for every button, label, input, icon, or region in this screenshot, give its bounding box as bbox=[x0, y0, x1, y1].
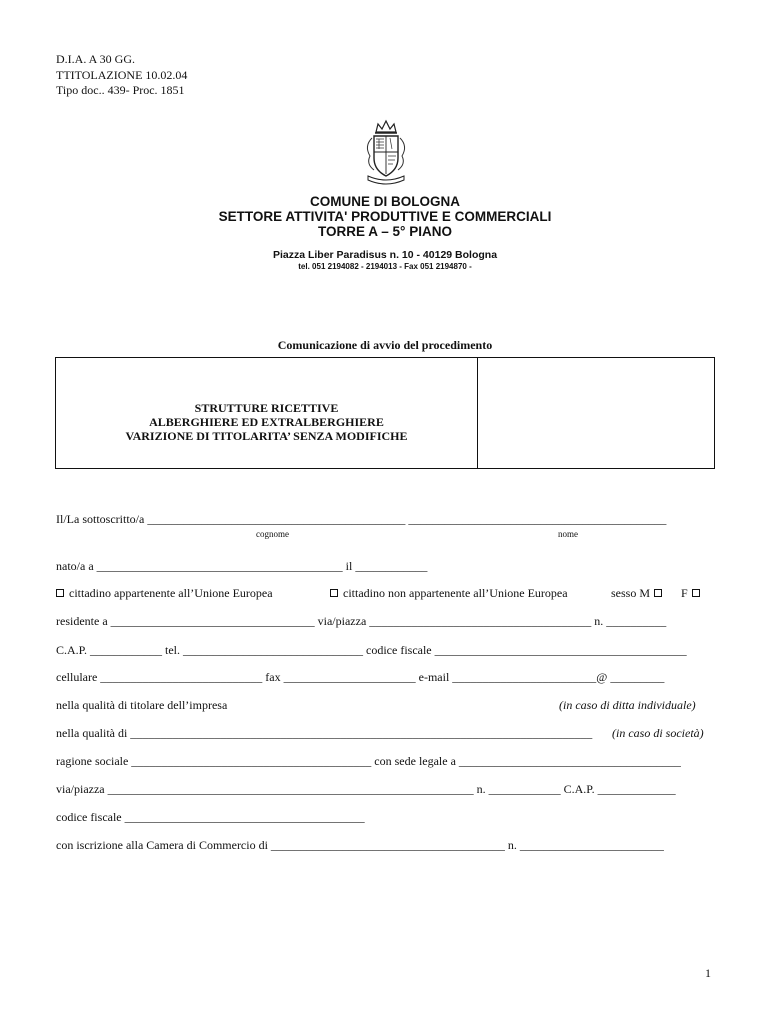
office-location: TORRE A – 5° PIANO bbox=[318, 224, 452, 239]
sex-f-checkbox[interactable] bbox=[692, 589, 700, 597]
office-phones: tel. 051 2194082 - 2194013 - Fax 051 2194870 - bbox=[298, 262, 472, 271]
sex-label: sesso M bbox=[611, 586, 651, 600]
company-address-line[interactable]: via/piazza _____________________________________________________________ n. ____________ C.A.P. _____________ bbox=[56, 782, 676, 796]
non-eu-citizen-option[interactable] bbox=[330, 586, 568, 600]
eu-citizen-option[interactable] bbox=[56, 586, 273, 600]
company-name-line[interactable]: ragione sociale ________________________________________ con sede legale a _____________________________________ bbox=[56, 754, 681, 768]
eu-citizen-checkbox[interactable] bbox=[56, 589, 64, 597]
procedure-line: STRUTTURE RICETTIVE bbox=[194, 401, 339, 415]
owner-note: (in caso di ditta individuale) bbox=[559, 698, 696, 712]
surname-caption: cognome bbox=[256, 529, 289, 539]
bologna-coat-of-arms-icon bbox=[360, 118, 412, 186]
document-reference bbox=[56, 52, 187, 99]
reference-line: Tipo doc.. 439- Proc. 1851 bbox=[56, 83, 185, 97]
procedure-box bbox=[55, 357, 715, 469]
municipality-name: COMUNE DI BOLOGNA bbox=[310, 194, 460, 209]
procedure-description bbox=[56, 401, 477, 443]
procedure-line: VARIZIONE DI TITOLARITA’ SENZA MODIFICHE bbox=[125, 429, 408, 443]
birth-line[interactable]: nato/a a _________________________________________ il ____________ bbox=[56, 559, 428, 573]
mobile-fax-email-line[interactable]: cellulare ___________________________ fax ______________________ e-mail ________________________@ _________ bbox=[56, 670, 665, 684]
owner-quality-label: nella qualità di titolare dell’impresa bbox=[56, 698, 228, 712]
page-number: 1 bbox=[705, 966, 711, 980]
sex-field[interactable] bbox=[611, 586, 700, 600]
cap-tel-fiscal-code-line[interactable]: C.A.P. ____________ tel. ______________________________ codice fiscale __________________________________________ bbox=[56, 643, 687, 657]
non-eu-citizen-checkbox[interactable] bbox=[330, 589, 338, 597]
non-eu-citizen-label: cittadino non appartenente all’Unione Europea bbox=[343, 586, 568, 600]
reference-line: TTITOLAZIONE 10.02.04 bbox=[56, 67, 188, 82]
sex-f-label: F bbox=[681, 586, 688, 600]
eu-citizen-label: cittadino appartenente all’Unione Europea bbox=[69, 586, 273, 600]
company-fiscal-code-line[interactable]: codice fiscale ________________________________________ bbox=[56, 810, 365, 824]
department-name: SETTORE ATTIVITA' PRODUTTIVE E COMMERCIALI bbox=[218, 209, 552, 224]
procedure-line: ALBERGHIERE ED EXTRALBERGHIERE bbox=[149, 415, 384, 429]
signatory-line[interactable]: Il/La sottoscritto/a ___________________________________________ ___________________________________________ bbox=[56, 512, 667, 526]
sex-m-checkbox[interactable] bbox=[654, 589, 662, 597]
company-note: (in caso di società) bbox=[612, 726, 704, 740]
box-divider bbox=[477, 358, 478, 468]
communication-title: Comunicazione di avvio del procedimento bbox=[277, 338, 493, 352]
residence-line[interactable]: residente a __________________________________ via/piazza _____________________________________ n. __________ bbox=[56, 614, 667, 628]
company-quality-line[interactable]: nella qualità di _____________________________________________________________________________ bbox=[56, 726, 593, 740]
reference-line: D.I.A. A 30 GG. bbox=[56, 52, 136, 66]
name-caption: nome bbox=[558, 529, 578, 539]
office-address: Piazza Liber Paradisus n. 10 - 40129 Bologna bbox=[272, 249, 498, 261]
chamber-of-commerce-line[interactable]: con iscrizione alla Camera di Commercio di _______________________________________ n. ________________________ bbox=[56, 838, 664, 852]
